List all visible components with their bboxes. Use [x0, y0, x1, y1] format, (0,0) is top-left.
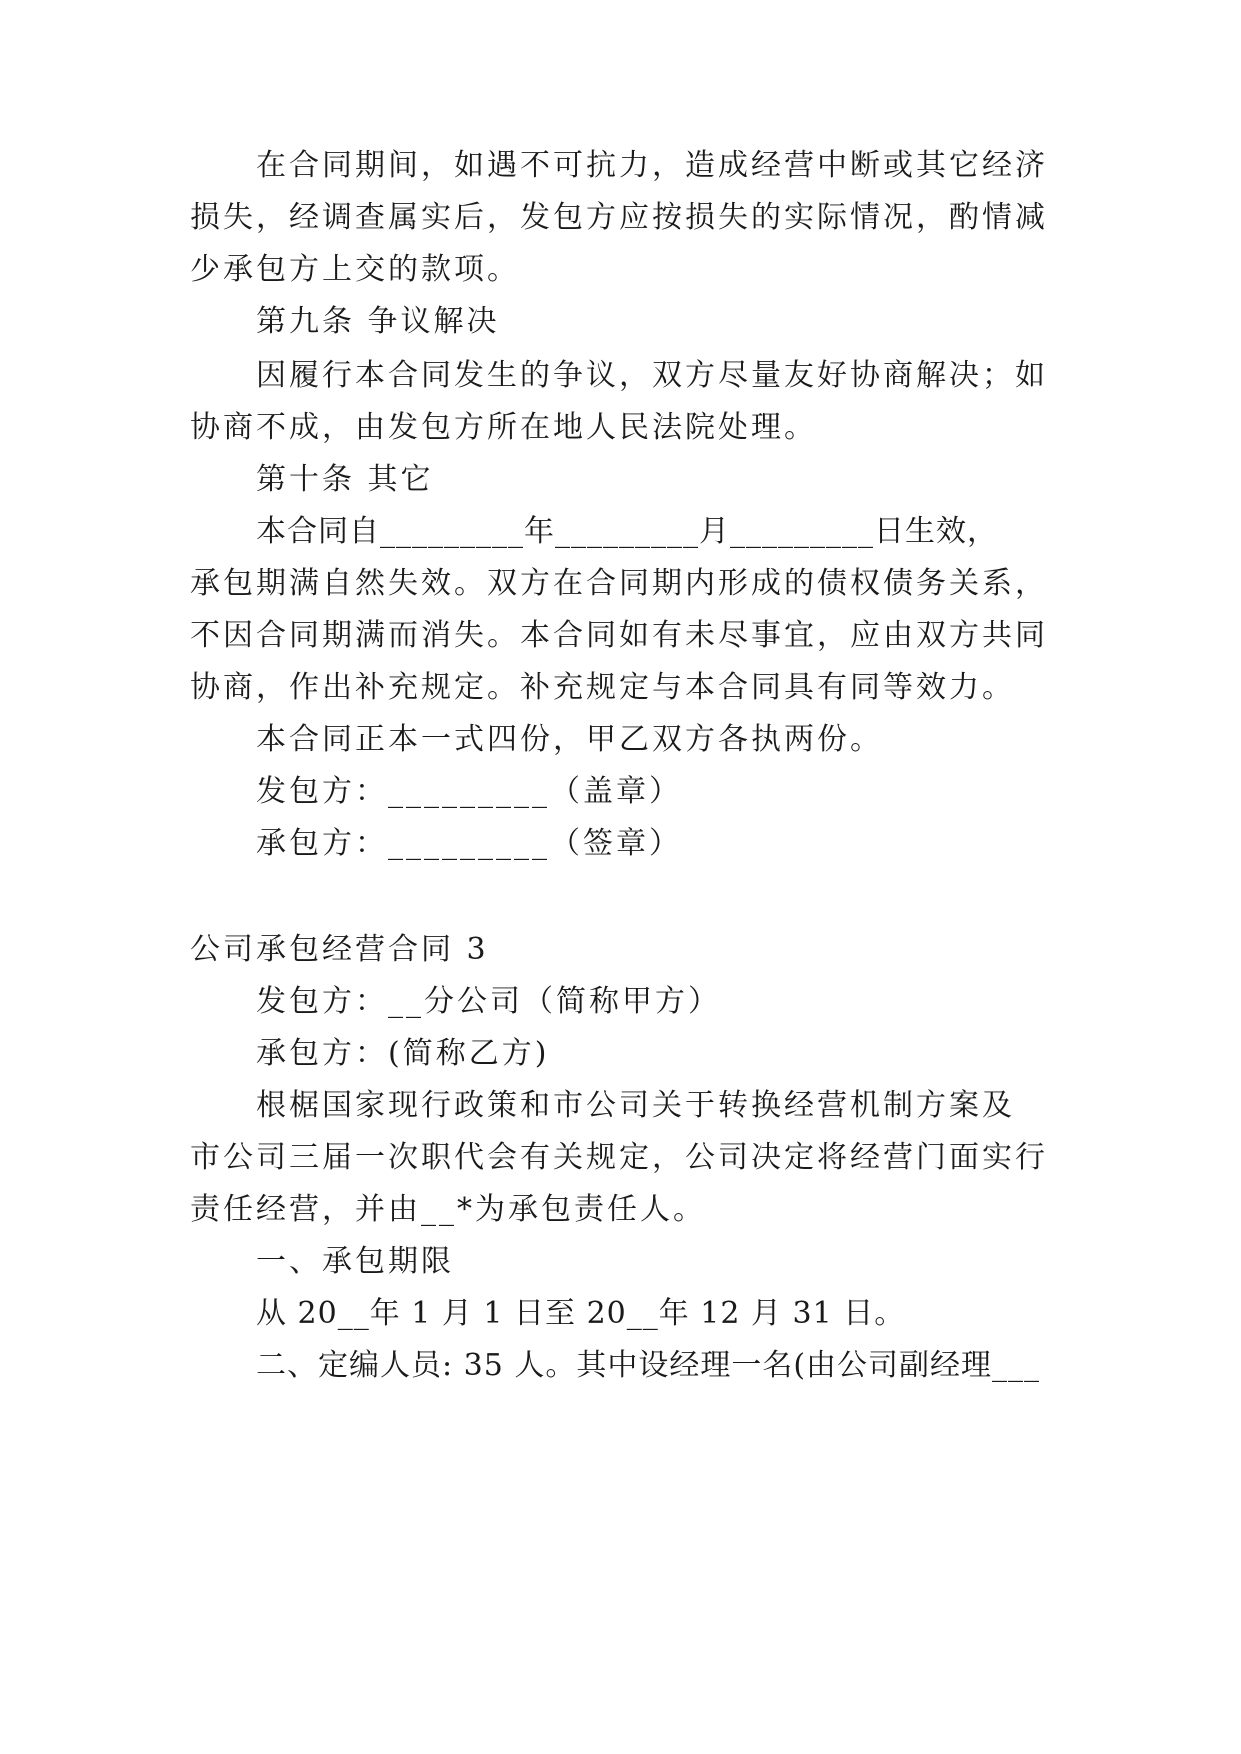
signature-line-party-a: 发包方：_________（盖章）	[256, 774, 682, 809]
paragraph-line: 从 20__年 1 月 1 日至 20__年 12 月 31 日。	[256, 1296, 906, 1331]
paragraph-line: 损失，经调查属实后，发包方应按损失的实际情况，酌情减	[190, 200, 1048, 235]
signature-line-party-b: 承包方：_________（签章）	[256, 826, 682, 861]
paragraph-line: 本合同自_________年_________月_________日生效，	[256, 514, 998, 549]
party-b-line: 承包方：(简称乙方)	[256, 1036, 550, 1071]
paragraph-line: 责任经营，并由__*为承包责任人。	[190, 1192, 706, 1227]
paragraph-line: 协商不成，由发包方所在地人民法院处理。	[190, 410, 817, 445]
article-heading: 第九条 争议解决	[256, 304, 500, 339]
paragraph-line: 根椐国家现行政策和市公司关于转换经营机制方案及	[256, 1088, 1015, 1123]
item-heading: 一、承包期限	[256, 1244, 454, 1279]
paragraph-line: 本合同正本一式四份，甲乙双方各执两份。	[256, 722, 883, 757]
article-heading: 第十条 其它	[256, 462, 434, 497]
paragraph-line: 市公司三届一次职代会有关规定，公司决定将经营门面实行	[190, 1140, 1048, 1175]
party-a-line: 发包方：__分公司（简称甲方）	[256, 984, 721, 1019]
paragraph-line: 不因合同期满而消失。本合同如有未尽事宜，应由双方共同	[190, 618, 1048, 653]
paragraph-line: 因履行本合同发生的争议，双方尽量友好协商解决；如	[256, 358, 1048, 393]
paragraph-line: 二、定编人员: 35 人。其中设经理一名(由公司副经理___	[256, 1348, 1041, 1383]
paragraph-line: 承包期满自然失效。双方在合同期内形成的债权债务关系，	[190, 566, 1048, 601]
paragraph-line: 在合同期间，如遇不可抗力，造成经营中断或其它经济	[256, 148, 1048, 183]
paragraph-line: 少承包方上交的款项。	[190, 252, 520, 287]
contract-title: 公司承包经营合同 3	[190, 932, 489, 967]
paragraph-line: 协商，作出补充规定。补充规定与本合同具有同等效力。	[190, 670, 1015, 705]
